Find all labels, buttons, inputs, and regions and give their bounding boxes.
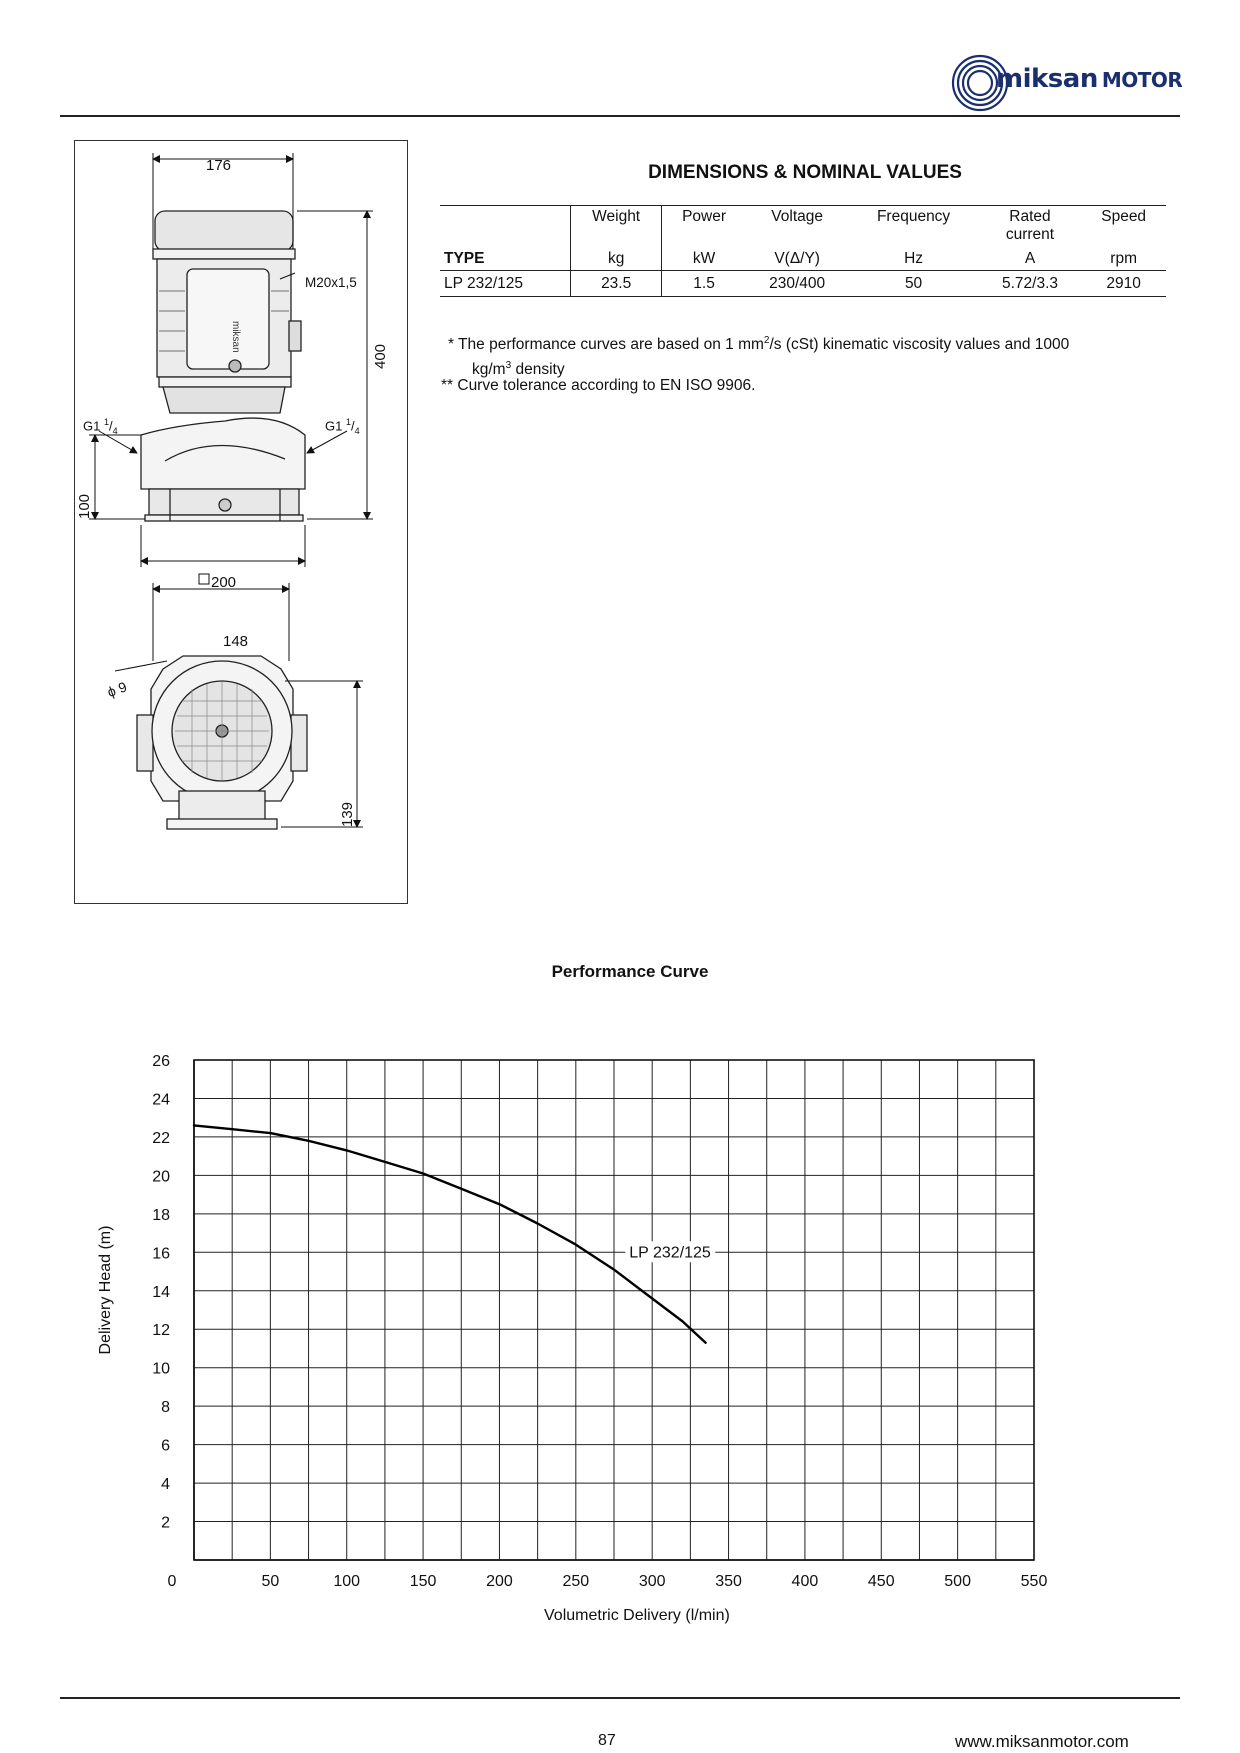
note1-part-c: kg/m [472, 361, 506, 379]
type-header: TYPE [440, 246, 571, 271]
x-tick-label: 50 [261, 1573, 280, 1590]
specs-title: DIMENSIONS & NOMINAL VALUES [648, 162, 962, 183]
y-tick-label: 20 [152, 1168, 170, 1186]
y-tick-label: 8 [161, 1399, 170, 1417]
x-tick-label: 200 [486, 1573, 513, 1590]
dim-offset: 139 [339, 801, 356, 827]
col-header-current [979, 206, 1082, 247]
col-header-frequency-label: Frequency [876, 208, 951, 225]
col-header-current-label-2: current [1005, 226, 1055, 243]
y-tick-label: 12 [152, 1322, 170, 1340]
note1-sup: 2 [763, 335, 770, 346]
col-header-current-label: Rated [1009, 208, 1051, 225]
x-tick-label: 450 [867, 1573, 895, 1590]
port-left-fraction-num: 1 [103, 417, 109, 427]
brand-sub: MOTOR [1101, 68, 1183, 92]
dim-base-height: 100 [76, 493, 93, 519]
col-header-weight [571, 206, 662, 247]
table-row [440, 271, 1166, 297]
x-tick-label: 350 [715, 1573, 742, 1590]
x-tick-label: 300 [638, 1573, 666, 1590]
row-frequency: 50 [848, 271, 978, 297]
note1-part-a: * The performance curves are based on 1 mm [448, 336, 764, 354]
row-speed: 2910 [1081, 271, 1166, 297]
dim-top-width: 176 [206, 157, 232, 174]
col-header-speed [1081, 206, 1166, 247]
performance-chart [80, 1040, 1080, 1640]
x-tick-label: 0 [167, 1573, 177, 1590]
page-number: 87 [598, 1732, 616, 1749]
specs-header-blank [440, 206, 571, 247]
chart-grid [194, 1060, 1034, 1560]
y-tick-label: 24 [152, 1091, 170, 1109]
col-header-power-label: Power [682, 208, 727, 225]
row-type: LP 232/125 [440, 271, 571, 297]
x-tick-label: 150 [409, 1573, 437, 1590]
motor-brand-label: miksan [230, 321, 241, 353]
col-header-weight-label: Weight [592, 208, 641, 225]
brand-logo [950, 48, 1183, 118]
dim-hole-value: 9 [116, 678, 129, 697]
note1-sup2: 3 [505, 360, 512, 372]
y-tick-label: 10 [152, 1360, 170, 1378]
unit-power: kW [662, 246, 746, 271]
y-tick-label: 2 [161, 1514, 170, 1532]
dim-total-height: 400 [372, 343, 389, 369]
diameter-icon: ϕ [105, 682, 118, 701]
note1-part-d: density [511, 361, 565, 379]
row-power: 1.5 [662, 271, 746, 297]
dim-square: 148 [223, 633, 249, 650]
specs-table [440, 205, 1166, 297]
unit-voltage: V(Δ/Y) [746, 246, 849, 271]
port-right-fraction-num: 1 [345, 417, 351, 427]
performance-title: Performance Curve [551, 962, 709, 981]
row-weight: 23.5 [571, 271, 662, 297]
header-divider [60, 115, 1180, 117]
specs-header-row [440, 206, 1166, 247]
y-tick-label: 4 [161, 1476, 170, 1494]
port-left-label: G1 [83, 418, 101, 434]
pump-drawing-svg [75, 141, 409, 905]
x-tick-label: 500 [944, 1573, 971, 1590]
col-header-voltage-label: Voltage [771, 208, 824, 225]
y-axis-label: Delivery Head (m) [97, 1225, 114, 1355]
viscosity-note [448, 330, 1168, 380]
tolerance-note: ** Curve tolerance according to EN ISO 9906. [441, 377, 756, 394]
chart-ticks [152, 1053, 1047, 1590]
port-left-fraction-den: 4 [112, 425, 118, 436]
col-header-voltage [746, 206, 849, 247]
x-tick-label: 550 [1020, 1573, 1048, 1590]
x-axis-label: Volumetric Delivery (l/min) [544, 1607, 730, 1624]
y-tick-label: 18 [152, 1206, 170, 1224]
footer-divider [60, 1697, 1180, 1699]
brand-main: miksan [996, 64, 1098, 94]
series-label: LP 232/125 [629, 1244, 711, 1262]
y-tick-label: 26 [152, 1053, 170, 1070]
x-tick-label: 250 [562, 1573, 590, 1590]
y-tick-label: 16 [152, 1245, 170, 1263]
unit-current: A [979, 246, 1082, 271]
row-current: 5.72/3.3 [979, 271, 1082, 297]
y-tick-label: 14 [152, 1283, 170, 1301]
col-header-power [662, 206, 746, 247]
dim-base-width: 200 [211, 574, 237, 591]
unit-speed: rpm [1081, 246, 1166, 271]
unit-frequency: Hz [848, 246, 978, 271]
y-tick-label: 6 [161, 1437, 170, 1455]
website-link[interactable]: www.miksanmotor.com [955, 1732, 1129, 1751]
port-right-fraction-den: 4 [354, 425, 360, 436]
port-right-label: G1 [325, 418, 343, 434]
col-header-speed-label: Speed [1101, 208, 1147, 225]
y-tick-label: 22 [152, 1129, 170, 1147]
dim-port-right: G1 $^1/_4$ [325, 417, 360, 436]
dim-port-left: G1 $^1/_4$ [83, 417, 118, 436]
brand-wordmark [996, 64, 1182, 94]
unit-weight: kg [571, 246, 662, 271]
x-tick-label: 400 [791, 1573, 819, 1590]
x-tick-label: 100 [333, 1573, 361, 1590]
technical-drawing [74, 140, 408, 904]
dim-cable-gland: M20x1,5 [305, 275, 357, 290]
row-voltage: 230/400 [746, 271, 849, 297]
col-header-frequency [848, 206, 978, 247]
specs-unit-row [440, 246, 1166, 271]
note1-part-b: /s (cSt) kinematic viscosity values and 1000 [769, 336, 1070, 354]
